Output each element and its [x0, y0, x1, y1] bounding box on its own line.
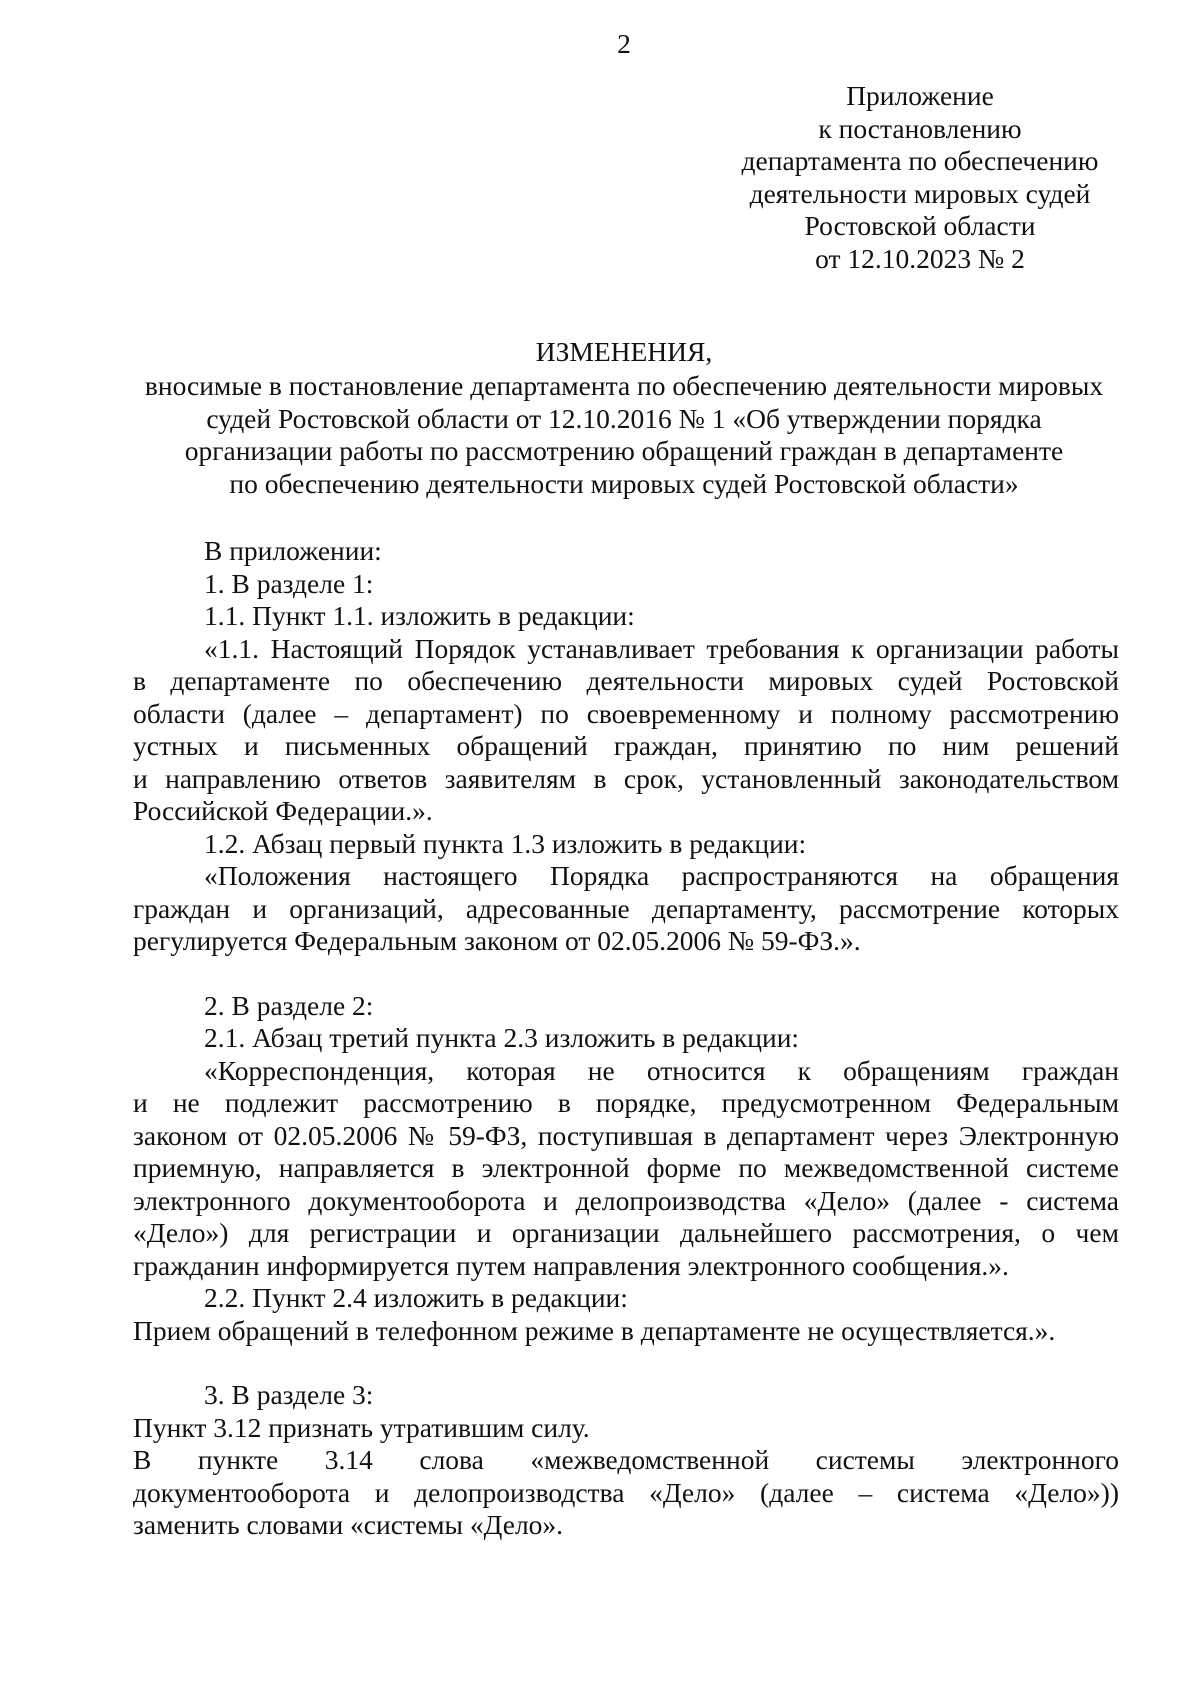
document-subtitle	[100, 370, 1148, 500]
section-3-text-line: заменить словами «системы «Дело».	[133, 1509, 564, 1540]
item-2-2-heading: 2.2. Пункт 2.4 изложить в редакции:	[204, 1282, 628, 1313]
spacer	[133, 958, 1119, 990]
item-1-2-text-line: граждан и организаций, адресованные департаменту, рассмотрение которых	[133, 892, 1119, 924]
item-1-1-heading: 1.1. Пункт 1.1. изложить в редакции:	[204, 600, 635, 631]
page-number: 2	[617, 28, 631, 59]
appendix-line: от 12.10.2023 № 2	[815, 242, 1025, 274]
item-2-1-text-line: «Корреспонденция, которая не относится к обращениям граждан	[204, 1054, 1119, 1086]
section-3-heading: 3. В разделе 3:	[204, 1379, 374, 1410]
subtitle-line: организации работы по рассмотрению обращений граждан в департаменте	[184, 435, 1064, 466]
section-3-text-line: В пункте 3.14 слова «межведомственной системы электронного	[133, 1444, 1119, 1475]
appendix-line: Ростовской области	[804, 210, 1036, 241]
item-1-1-text-line: и направлению ответов заявителям в срок, установленный законодательством	[133, 762, 1119, 794]
item-1-2-heading: 1.2. Абзац первый пункта 1.3 изложить в редакции:	[204, 827, 807, 859]
item-1-1-text-line: в департаменте по обеспечению деятельности мировых судей Ростовской	[133, 665, 1119, 696]
appendix-line: деятельности мировых судей	[749, 177, 1091, 209]
item-2-1-text-line: приемную, направляется в электронной форме по межведомственной системе	[133, 1152, 1119, 1183]
intro-line: В приложении:	[204, 535, 382, 566]
item-1-1-text-line: «1.1. Настоящий Порядок устанавливает требования к организации работы	[204, 632, 1119, 664]
item-2-1-text-line: и не подлежит рассмотрению в порядке, предусмотренном Федеральным	[133, 1087, 1119, 1118]
subtitle-line: вносимые в постановление департамента по обеспечению деятельности мировых	[144, 370, 1104, 401]
section-2-heading: 2. В разделе 2:	[204, 989, 374, 1021]
item-2-2-text: Прием обращений в телефонном режиме в департаменте не осуществляется.».	[133, 1314, 1056, 1346]
item-2-1-text-line: «Дело») для регистрации и организации дальнейшего рассмотрения, о чем	[133, 1217, 1119, 1248]
document-title: ИЗМЕНЕНИЯ,	[535, 336, 713, 367]
section-3-text-line: документооборота и делопроизводства «Дело» (далее – система «Дело»))	[133, 1476, 1119, 1508]
section-3-text-line: Пункт 3.12 признать утратившим силу.	[133, 1411, 590, 1443]
item-1-1-text-line: области (далее – департамент) по своевременному и полному рассмотрению	[133, 697, 1119, 729]
item-2-1-text-line: законом от 02.05.2006 № 59-ФЗ, поступившая в департамент через Электронную	[133, 1119, 1119, 1151]
document-body	[133, 535, 1119, 1542]
item-2-1-heading: 2.1. Абзац третий пункта 2.3 изложить в редакции:	[204, 1022, 800, 1053]
appendix-line: департамента по обеспечению	[741, 145, 1099, 176]
item-2-1-text-line: электронного документооборота и делопроизводства «Дело» (далее - система	[133, 1184, 1119, 1216]
section-1-heading: 1. В разделе 1:	[204, 567, 374, 599]
appendix-line: Приложение	[846, 80, 994, 111]
item-1-2-text-line: регулируется Федеральным законом от 02.05.2006 № 59-ФЗ.».	[133, 925, 861, 956]
subtitle-line: по обеспечению деятельности мировых судей Ростовской области»	[229, 467, 1019, 499]
spacer	[133, 1347, 1119, 1379]
appendix-header	[700, 80, 1140, 275]
item-1-2-text-line: «Положения настоящего Порядка распространяются на обращения	[204, 860, 1119, 891]
item-2-1-text-line: гражданин информируется путем направления электронного сообщения.».	[133, 1249, 1009, 1281]
item-1-1-text-line: устных и письменных обращений граждан, принятию по ним решений	[133, 730, 1119, 761]
subtitle-line: судей Ростовской области от 12.10.2016 № 1 «Об утверждении порядка	[206, 402, 1042, 434]
appendix-line: к постановлению	[818, 112, 1022, 144]
item-1-1-text-line: Российской Федерации.».	[133, 795, 433, 826]
